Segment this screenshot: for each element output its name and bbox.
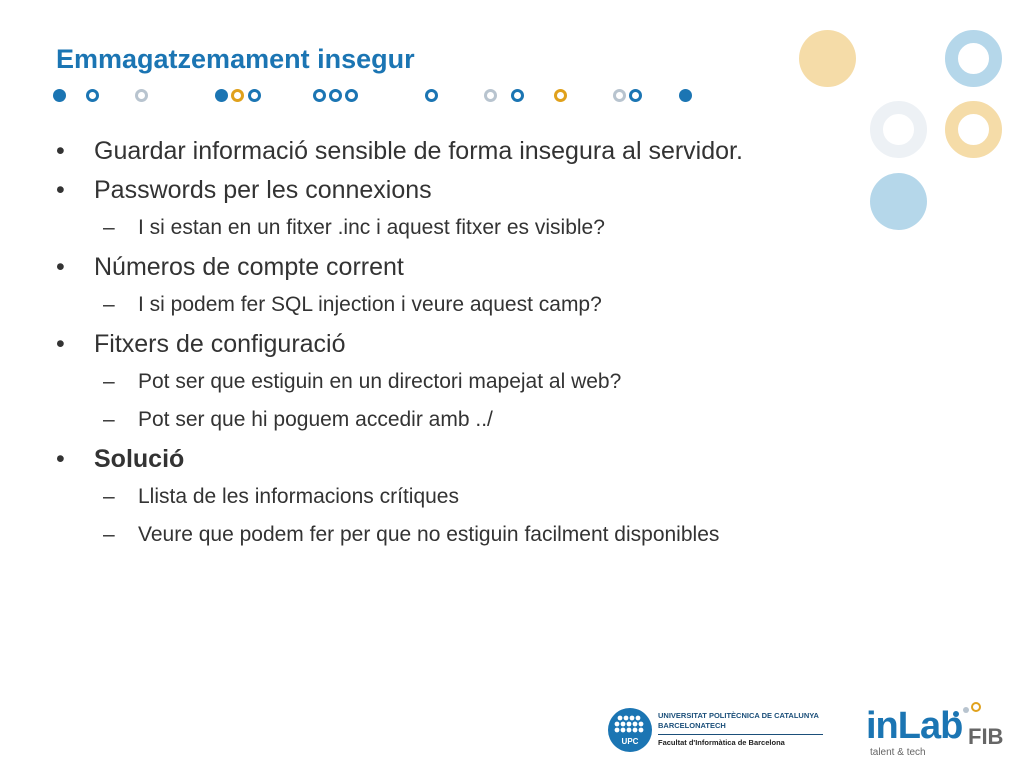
inlab-fib-logo xyxy=(866,702,1016,762)
upc-name xyxy=(658,711,819,731)
upc-dots-icon xyxy=(608,708,652,752)
dot-icon xyxy=(425,89,438,102)
slide-title: Emmagatzemament insegur xyxy=(56,44,415,74)
upc-faculty-name: Facultat d'Informàtica de Barcelona xyxy=(658,738,785,747)
sub-bullet-item xyxy=(56,288,876,326)
decorative-circle xyxy=(870,173,927,230)
bullet-marker: • xyxy=(56,176,65,204)
bullet-item xyxy=(56,441,876,480)
dot-icon xyxy=(231,89,244,102)
dot-icon xyxy=(135,89,148,102)
dot-icon xyxy=(86,89,99,102)
inlab-name: inLab xyxy=(866,705,963,747)
decorative-dots-row xyxy=(0,0,760,110)
dot-icon xyxy=(215,89,228,102)
sub-bullet-item xyxy=(56,211,876,249)
decorative-circle xyxy=(945,30,1002,87)
dot-icon xyxy=(679,89,692,102)
sub-bullet-text: I si estan en un fitxer .inc i aquest fitxer es visible? xyxy=(138,216,605,239)
bullet-text: Números de compte corrent xyxy=(94,253,404,281)
sub-bullet-text: Pot ser que estiguin en un directori mapejat al web? xyxy=(138,370,622,393)
dot-icon xyxy=(554,89,567,102)
dot-icon xyxy=(629,89,642,102)
sub-bullet-text: I si podem fer SQL injection i veure aquest camp? xyxy=(138,293,602,316)
decorative-circle xyxy=(870,101,927,158)
bullet-marker: • xyxy=(56,330,65,358)
sub-bullet-item xyxy=(56,518,876,556)
bullet-item xyxy=(56,326,876,365)
bullet-list xyxy=(56,133,876,556)
dot-icon xyxy=(313,89,326,102)
dash-marker: – xyxy=(103,485,115,508)
dash-marker: – xyxy=(103,408,115,431)
upc-divider xyxy=(658,734,823,735)
bullet-marker: • xyxy=(56,137,65,165)
bullet-item xyxy=(56,133,876,172)
sub-bullet-item xyxy=(56,365,876,403)
upc-name-line2: BARCELONATECH xyxy=(658,721,726,730)
upc-name-line1: UNIVERSITAT POLITÈCNICA DE CATALUNYA xyxy=(658,711,819,720)
dot-icon xyxy=(613,89,626,102)
bullet-item xyxy=(56,249,876,288)
bullet-text: Passwords per les connexions xyxy=(94,176,432,204)
bullet-marker: • xyxy=(56,445,65,473)
sub-bullet-text: Veure que podem fer per que no estiguin facilment disponibles xyxy=(138,523,720,546)
dot-icon xyxy=(329,89,342,102)
sub-bullet-text: Llista de les informacions crítiques xyxy=(138,485,459,508)
dash-marker: – xyxy=(103,370,115,393)
dot-icon xyxy=(511,89,524,102)
bullet-text: Fitxers de configuració xyxy=(94,330,346,358)
bullet-item xyxy=(56,172,876,211)
dot-icon xyxy=(248,89,261,102)
inlab-tagline: talent & tech xyxy=(870,747,926,758)
sub-bullet-text: Pot ser que hi poguem accedir amb ../ xyxy=(138,408,493,431)
sub-bullet-item xyxy=(56,480,876,518)
bullet-marker: • xyxy=(56,253,65,281)
fib-name: FIB xyxy=(968,724,1004,749)
upc-logo-block xyxy=(608,706,838,754)
upc-logo-text: UPC xyxy=(621,737,639,746)
sub-bullet-item xyxy=(56,403,876,441)
bullet-text: Guardar informació sensible de forma insegura al servidor. xyxy=(94,137,743,165)
bullet-text: Solució xyxy=(94,445,185,473)
dash-marker: – xyxy=(103,293,115,316)
dot-icon xyxy=(53,89,66,102)
dash-marker: – xyxy=(103,216,115,239)
dash-marker: – xyxy=(103,523,115,546)
dot-icon xyxy=(345,89,358,102)
dot-icon xyxy=(484,89,497,102)
upc-logo-icon xyxy=(608,708,652,752)
decorative-circle xyxy=(799,30,856,87)
decorative-circle xyxy=(945,101,1002,158)
